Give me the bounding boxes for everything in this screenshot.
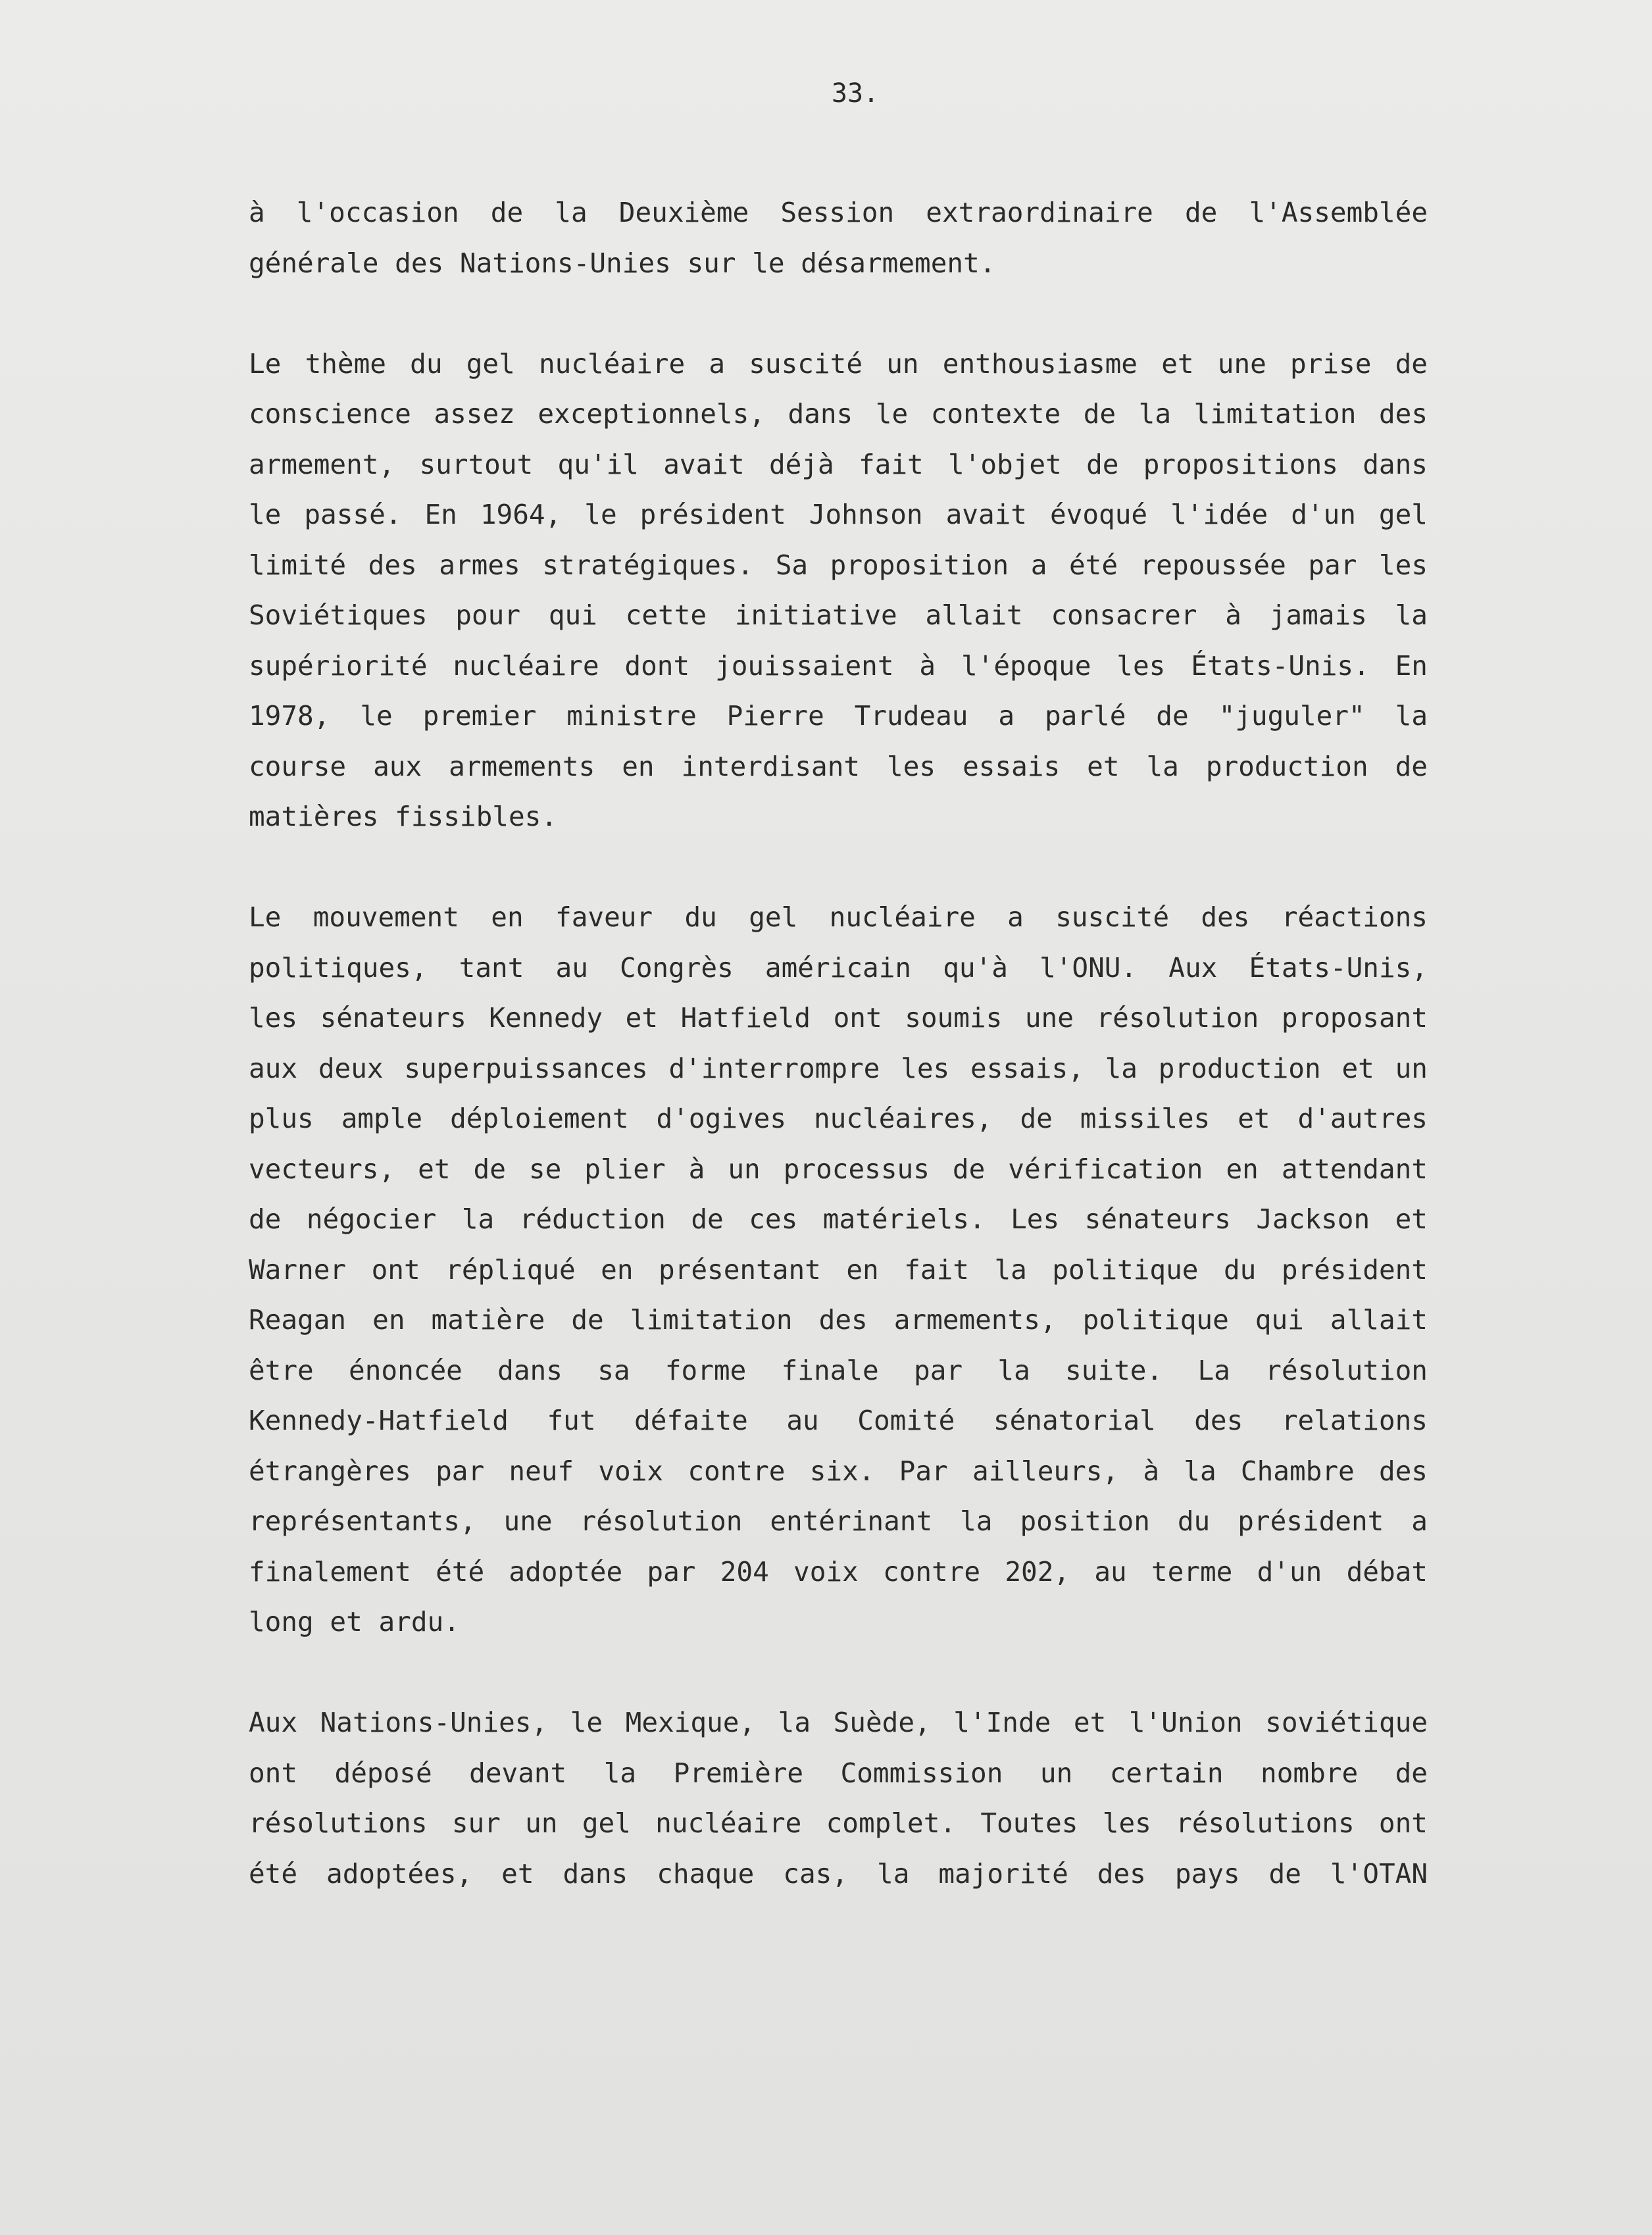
text-line: représentants, une résolution entérinant la position du président a (249, 1505, 1428, 1537)
text-line: été adoptées, et dans chaque cas, la majorité des pays de l'OTAN (249, 1857, 1428, 1890)
text-line: vecteurs, et de se plier à un processus de vérification en attendant (249, 1153, 1428, 1185)
text-line: résolutions sur un gel nucléaire complet. Toutes les résolutions ont (249, 1807, 1428, 1839)
text-line: armement, surtout qu'il avait déjà fait l'objet de propositions dans (249, 448, 1428, 480)
text-line: limité des armes stratégiques. Sa proposition a été repoussée par les (249, 549, 1428, 581)
text-line: Le thème du gel nucléaire a suscité un enthousiasme et une prise de (249, 347, 1428, 380)
text-line: Aux Nations-Unies, le Mexique, la Suède, l'Inde et l'Union soviétique (249, 1707, 1428, 1738)
page-number: 33. (831, 78, 880, 109)
text-line: Kennedy-Hatfield fut défaite au Comité sénatorial des relations (249, 1405, 1428, 1436)
text-line: conscience assez exceptionnels, dans le contexte de la limitation des (249, 398, 1428, 430)
text-line: étrangères par neuf voix contre six. Par ailleurs, à la Chambre des (249, 1455, 1428, 1487)
paragraph-3 (249, 892, 1428, 1647)
text-line: finalement été adoptée par 204 voix contre 202, au terme d'un débat (249, 1555, 1428, 1588)
paragraph-2 (249, 339, 1428, 842)
text-line: à l'occasion de la Deuxième Session extraordinaire de l'Assemblée (249, 197, 1428, 228)
text-line: générale des Nations-Unies sur le désarmement. (249, 247, 996, 279)
text-line: Soviétiques pour qui cette initiative allait consacrer à jamais la (249, 599, 1428, 631)
text-line: ont déposé devant la Première Commission un certain nombre de (249, 1757, 1428, 1789)
paragraph-4 (249, 1697, 1428, 1899)
text-line: Warner ont répliqué en présentant en fait la politique du président (249, 1253, 1428, 1286)
text-line: Reagan en matière de limitation des armements, politique qui allait (249, 1304, 1428, 1336)
text-line: aux deux superpuissances d'interrompre les essais, la production et un (249, 1052, 1428, 1084)
text-line: 1978, le premier ministre Pierre Trudeau a parlé de "juguler" la (249, 700, 1428, 732)
paragraph-1 (249, 188, 1428, 288)
text-line: le passé. En 1964, le président Johnson avait évoqué l'idée d'un gel (249, 499, 1428, 530)
text-line: course aux armements en interdisant les essais et la production de (249, 750, 1428, 782)
text-line: politiques, tant au Congrès américain qu'à l'ONU. Aux États-Unis, (249, 951, 1428, 984)
text-line: de négocier la réduction de ces matériels. Les sénateurs Jackson et (249, 1203, 1428, 1235)
text-line: Le mouvement en faveur du gel nucléaire a suscité des réactions (249, 901, 1428, 933)
text-line: supériorité nucléaire dont jouissaient à l'époque les États-Unis. En (249, 649, 1428, 682)
text-line: les sénateurs Kennedy et Hatfield ont soumis une résolution proposant (249, 1002, 1428, 1034)
text-line: long et ardu. (249, 1606, 460, 1638)
body-text (249, 188, 1428, 1899)
text-line: plus ample déploiement d'ogives nucléaires, de missiles et d'autres (249, 1103, 1428, 1134)
text-line: matières fissibles. (249, 801, 557, 832)
text-line: être énoncée dans sa forme finale par la suite. La résolution (249, 1354, 1428, 1386)
